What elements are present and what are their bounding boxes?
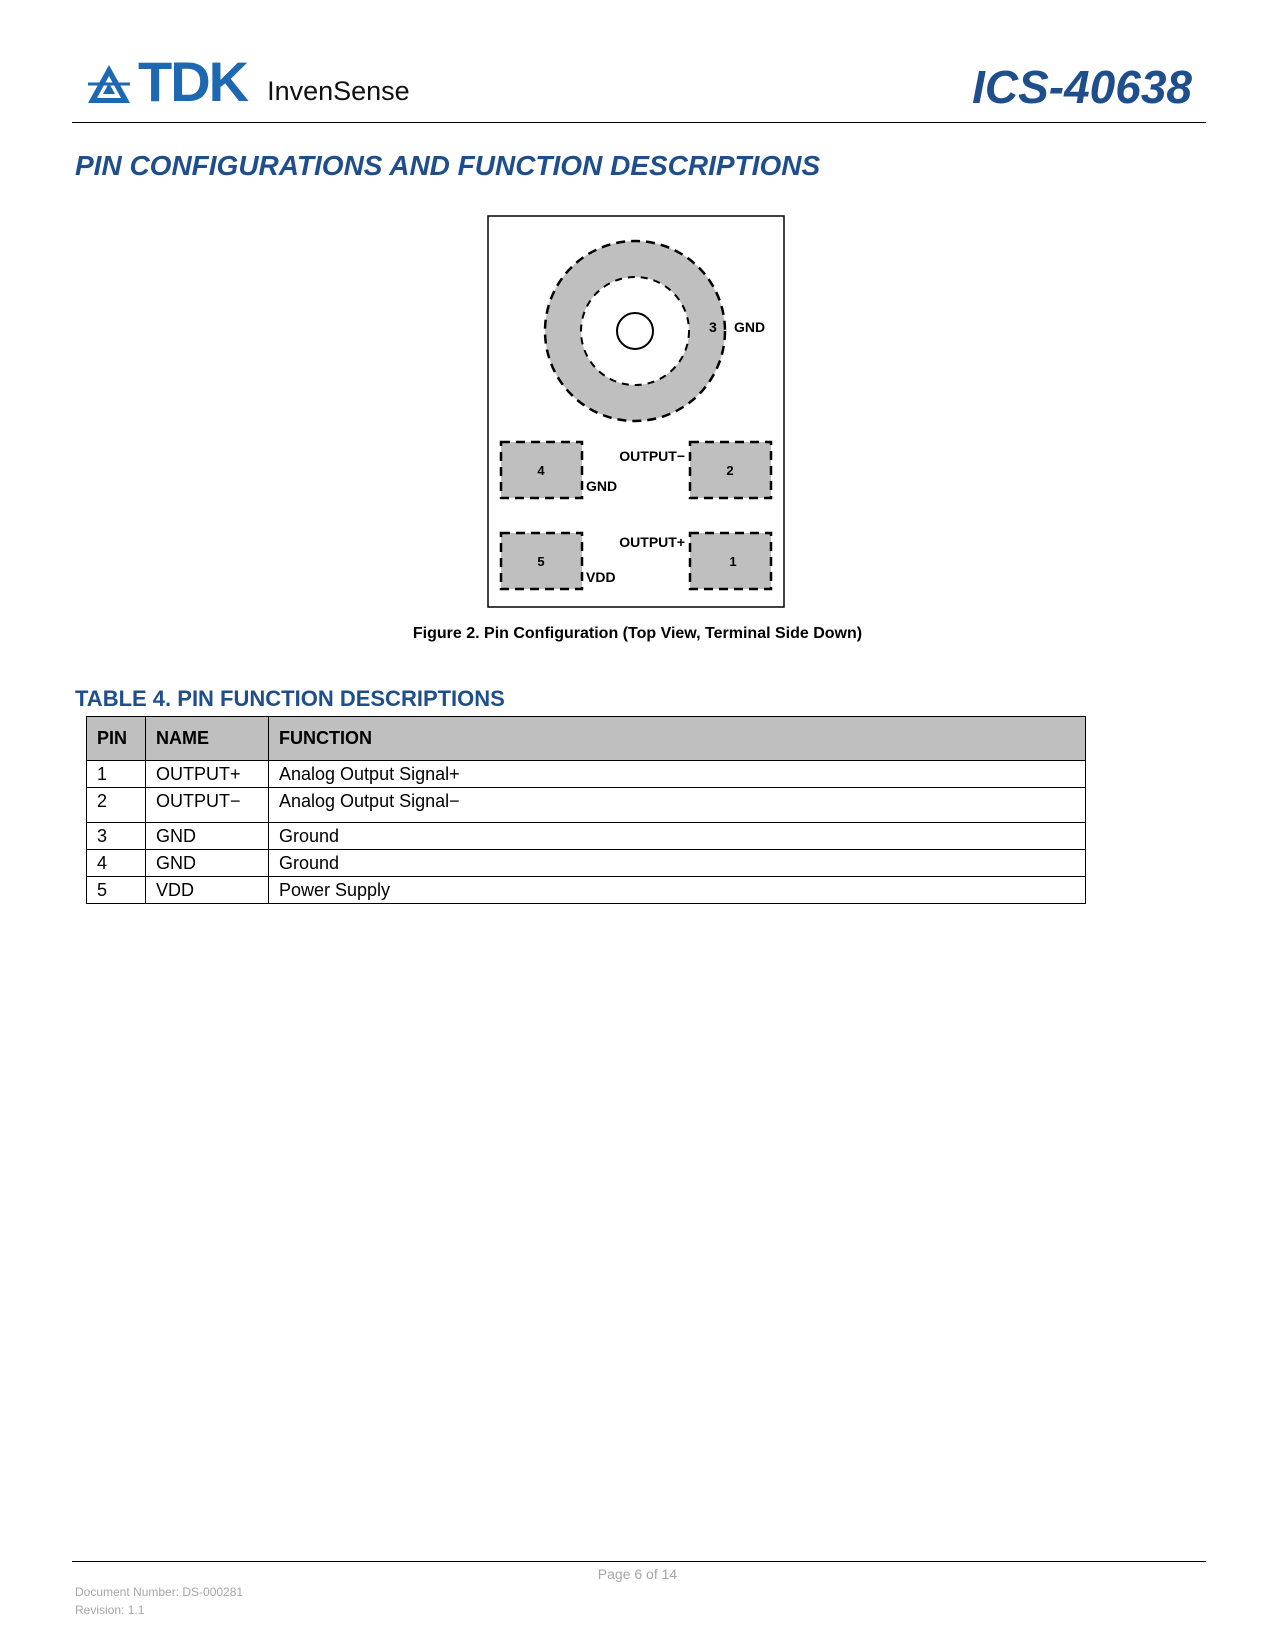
column-header-pin: PIN (87, 717, 146, 761)
table-title: TABLE 4. PIN FUNCTION DESCRIPTIONS (75, 686, 505, 711)
cell-function: Power Supply (269, 877, 1086, 904)
page-number: Page 6 of 14 (597, 1566, 678, 1582)
table-row (87, 761, 1086, 788)
pin-3-number: 3 (709, 319, 717, 335)
cell-name: VDD (146, 877, 269, 904)
cell-function: Analog Output Signal− (269, 788, 1086, 823)
column-header-function: FUNCTION (269, 717, 1086, 761)
revision: Revision: 1.1 (75, 1603, 145, 1617)
table-row (87, 823, 1086, 850)
figure-caption: Figure 2. Pin Configuration (Top View, Terminal Side Down) (412, 625, 863, 642)
tdk-triangle-logo-icon (86, 62, 132, 108)
sound-port-hole (617, 313, 653, 349)
header-divider (72, 122, 1206, 123)
section-title: PIN CONFIGURATIONS AND FUNCTION DESCRIPTIONS (75, 150, 821, 181)
page-header (72, 50, 1206, 122)
cell-function: Analog Output Signal+ (269, 761, 1086, 788)
table-row (87, 788, 1086, 823)
cell-name: OUTPUT− (146, 788, 269, 823)
cell-pin: 1 (87, 761, 146, 788)
pin-5-number: 5 (537, 554, 545, 569)
pin-1-number: 1 (729, 554, 737, 569)
cell-name: OUTPUT+ (146, 761, 269, 788)
logo-subbrand-text: InvenSense (267, 76, 410, 106)
pin-function-table (86, 716, 1086, 904)
table-header-row (87, 717, 1086, 761)
pin-2-name: OUTPUT− (619, 448, 685, 464)
document-meta (75, 1583, 243, 1619)
pin-4-number: 4 (537, 463, 545, 478)
pin-configuration-figure (487, 215, 785, 608)
cell-pin: 2 (87, 788, 146, 823)
column-header-name: NAME (146, 717, 269, 761)
pin-3-name: GND (734, 319, 766, 335)
cell-pin: 3 (87, 823, 146, 850)
footer-divider (72, 1561, 1206, 1562)
table-row (87, 850, 1086, 877)
part-number: ICS-40638 (972, 61, 1192, 113)
pin-5-name: VDD (586, 569, 616, 585)
cell-function: Ground (269, 850, 1086, 877)
document-number: Document Number: DS-000281 (75, 1585, 244, 1599)
pin-3-ring-pad (545, 241, 725, 421)
cell-pin: 5 (87, 877, 146, 904)
cell-name: GND (146, 823, 269, 850)
company-logo (86, 50, 410, 113)
cell-name: GND (146, 850, 269, 877)
cell-function: Ground (269, 823, 1086, 850)
logo-brand-text: TDK (138, 50, 248, 113)
pin-2-number: 2 (726, 463, 734, 478)
cell-pin: 4 (87, 850, 146, 877)
pin-1-name: OUTPUT+ (619, 534, 685, 550)
pin-4-name: GND (586, 478, 618, 494)
table-row (87, 877, 1086, 904)
